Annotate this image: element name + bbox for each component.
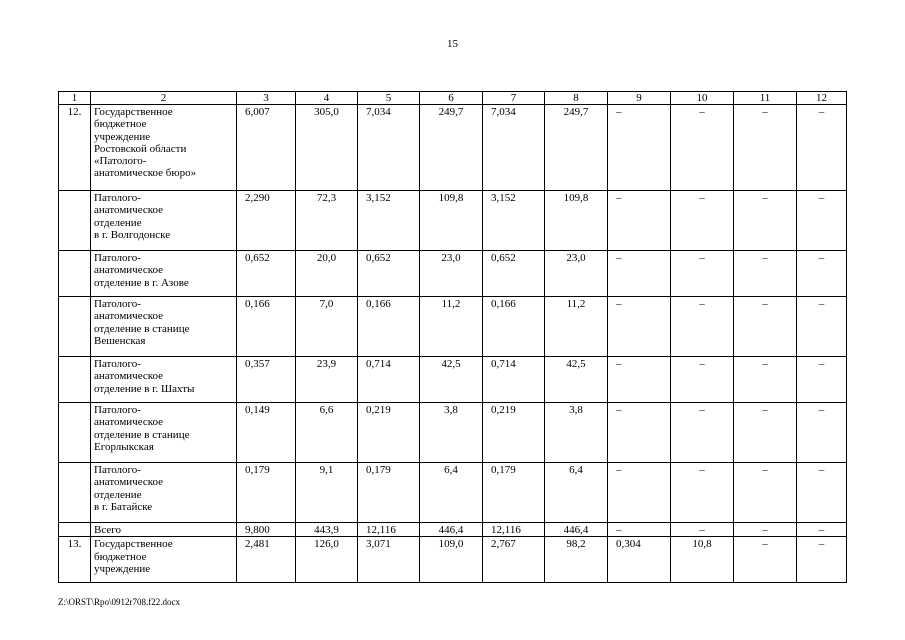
cell-c8: 446,4	[545, 523, 608, 537]
cell-c12: –	[797, 251, 847, 297]
cell-c5: 3,071	[358, 537, 420, 583]
cell-c7: 2,767	[483, 537, 545, 583]
header-cell: 2	[91, 92, 237, 105]
cell-c5: 0,714	[358, 357, 420, 403]
table-row	[59, 105, 847, 191]
cell-name: Государственное бюджетное учреждение Ростовской области «Патолого- анатомическое бюро»	[91, 105, 237, 191]
cell-c8: 11,2	[545, 297, 608, 357]
cell-c4: 6,6	[296, 403, 358, 463]
cell-c3: 0,149	[237, 403, 296, 463]
cell-num	[59, 191, 91, 251]
cell-c4: 7,0	[296, 297, 358, 357]
cell-num	[59, 251, 91, 297]
cell-c4: 72,3	[296, 191, 358, 251]
cell-c12: –	[797, 297, 847, 357]
cell-c10: –	[671, 105, 734, 191]
cell-c6: 109,0	[420, 537, 483, 583]
cell-c11: –	[734, 463, 797, 523]
cell-c10: –	[671, 251, 734, 297]
cell-name: Патолого- анатомическое отделение в г. Азове	[91, 251, 237, 297]
cell-c10: 10,8	[671, 537, 734, 583]
cell-c4: 9,1	[296, 463, 358, 523]
cell-c9: –	[608, 297, 671, 357]
data-table	[58, 91, 847, 583]
cell-c5: 0,166	[358, 297, 420, 357]
cell-c6: 23,0	[420, 251, 483, 297]
cell-c9: –	[608, 523, 671, 537]
cell-num	[59, 463, 91, 523]
cell-name: Патолого- анатомическое отделение в г. Волгодонске	[91, 191, 237, 251]
cell-c12: –	[797, 403, 847, 463]
cell-name: Патолого- анатомическое отделение в станице Егорлыкская	[91, 403, 237, 463]
cell-c3: 0,652	[237, 251, 296, 297]
cell-c9: –	[608, 191, 671, 251]
table-row	[59, 463, 847, 523]
table-row	[59, 403, 847, 463]
header-cell: 8	[545, 92, 608, 105]
cell-c10: –	[671, 297, 734, 357]
table-row	[59, 191, 847, 251]
table-row	[59, 523, 847, 537]
cell-c11: –	[734, 297, 797, 357]
cell-c10: –	[671, 523, 734, 537]
cell-num	[59, 523, 91, 537]
cell-c7: 0,714	[483, 357, 545, 403]
cell-c5: 7,034	[358, 105, 420, 191]
cell-c3: 6,007	[237, 105, 296, 191]
header-cell: 12	[797, 92, 847, 105]
cell-c3: 9,800	[237, 523, 296, 537]
cell-c7: 7,034	[483, 105, 545, 191]
cell-num	[59, 403, 91, 463]
cell-c11: –	[734, 537, 797, 583]
header-cell: 6	[420, 92, 483, 105]
cell-c7: 0,166	[483, 297, 545, 357]
cell-c11: –	[734, 523, 797, 537]
cell-c4: 443,9	[296, 523, 358, 537]
cell-c12: –	[797, 105, 847, 191]
cell-c6: 42,5	[420, 357, 483, 403]
cell-c5: 0,219	[358, 403, 420, 463]
table-row	[59, 357, 847, 403]
cell-num: 13.	[59, 537, 91, 583]
cell-c11: –	[734, 191, 797, 251]
cell-c10: –	[671, 403, 734, 463]
cell-c12: –	[797, 357, 847, 403]
cell-c5: 3,152	[358, 191, 420, 251]
table-row	[59, 537, 847, 583]
cell-c3: 0,166	[237, 297, 296, 357]
cell-c7: 0,652	[483, 251, 545, 297]
cell-c3: 2,290	[237, 191, 296, 251]
cell-c5: 0,652	[358, 251, 420, 297]
cell-num	[59, 357, 91, 403]
header-cell: 10	[671, 92, 734, 105]
cell-c10: –	[671, 357, 734, 403]
cell-c3: 0,357	[237, 357, 296, 403]
file-path-footer: Z:\ORST\Rpo\0912r708.f22.docx	[58, 597, 180, 607]
cell-c9: 0,304	[608, 537, 671, 583]
cell-c12: –	[797, 523, 847, 537]
cell-c10: –	[671, 191, 734, 251]
cell-c9: –	[608, 463, 671, 523]
cell-c6: 109,8	[420, 191, 483, 251]
table-row	[59, 297, 847, 357]
cell-c8: 249,7	[545, 105, 608, 191]
cell-c7: 3,152	[483, 191, 545, 251]
cell-num: 12.	[59, 105, 91, 191]
cell-c3: 0,179	[237, 463, 296, 523]
cell-c8: 42,5	[545, 357, 608, 403]
cell-c6: 3,8	[420, 403, 483, 463]
cell-name: Всего	[91, 523, 237, 537]
header-cell: 4	[296, 92, 358, 105]
cell-c4: 20,0	[296, 251, 358, 297]
cell-c11: –	[734, 105, 797, 191]
page-number: 15	[447, 38, 458, 50]
table-row	[59, 251, 847, 297]
cell-name: Патолого- анатомическое отделение в станице Вешенская	[91, 297, 237, 357]
cell-name: Государственное бюджетное учреждение	[91, 537, 237, 583]
cell-c8: 23,0	[545, 251, 608, 297]
cell-c5: 0,179	[358, 463, 420, 523]
cell-c6: 6,4	[420, 463, 483, 523]
header-cell: 3	[237, 92, 296, 105]
header-cell: 9	[608, 92, 671, 105]
cell-c11: –	[734, 403, 797, 463]
cell-name: Патолого- анатомическое отделение в г. Батайске	[91, 463, 237, 523]
header-cell: 5	[358, 92, 420, 105]
cell-c8: 109,8	[545, 191, 608, 251]
cell-c3: 2,481	[237, 537, 296, 583]
table-header-row	[59, 92, 847, 105]
cell-c9: –	[608, 105, 671, 191]
header-cell: 1	[59, 92, 91, 105]
cell-c7: 0,179	[483, 463, 545, 523]
cell-c12: –	[797, 537, 847, 583]
cell-c7: 0,219	[483, 403, 545, 463]
cell-name: Патолого- анатомическое отделение в г. Шахты	[91, 357, 237, 403]
cell-c9: –	[608, 403, 671, 463]
cell-c8: 3,8	[545, 403, 608, 463]
cell-c11: –	[734, 251, 797, 297]
cell-c4: 126,0	[296, 537, 358, 583]
cell-c8: 6,4	[545, 463, 608, 523]
cell-c4: 23,9	[296, 357, 358, 403]
cell-c12: –	[797, 191, 847, 251]
cell-c9: –	[608, 251, 671, 297]
cell-num	[59, 297, 91, 357]
cell-c12: –	[797, 463, 847, 523]
cell-c5: 12,116	[358, 523, 420, 537]
header-cell: 7	[483, 92, 545, 105]
cell-c7: 12,116	[483, 523, 545, 537]
header-cell: 11	[734, 92, 797, 105]
cell-c6: 11,2	[420, 297, 483, 357]
cell-c11: –	[734, 357, 797, 403]
cell-c4: 305,0	[296, 105, 358, 191]
cell-c6: 249,7	[420, 105, 483, 191]
cell-c8: 98,2	[545, 537, 608, 583]
cell-c6: 446,4	[420, 523, 483, 537]
cell-c9: –	[608, 357, 671, 403]
cell-c10: –	[671, 463, 734, 523]
